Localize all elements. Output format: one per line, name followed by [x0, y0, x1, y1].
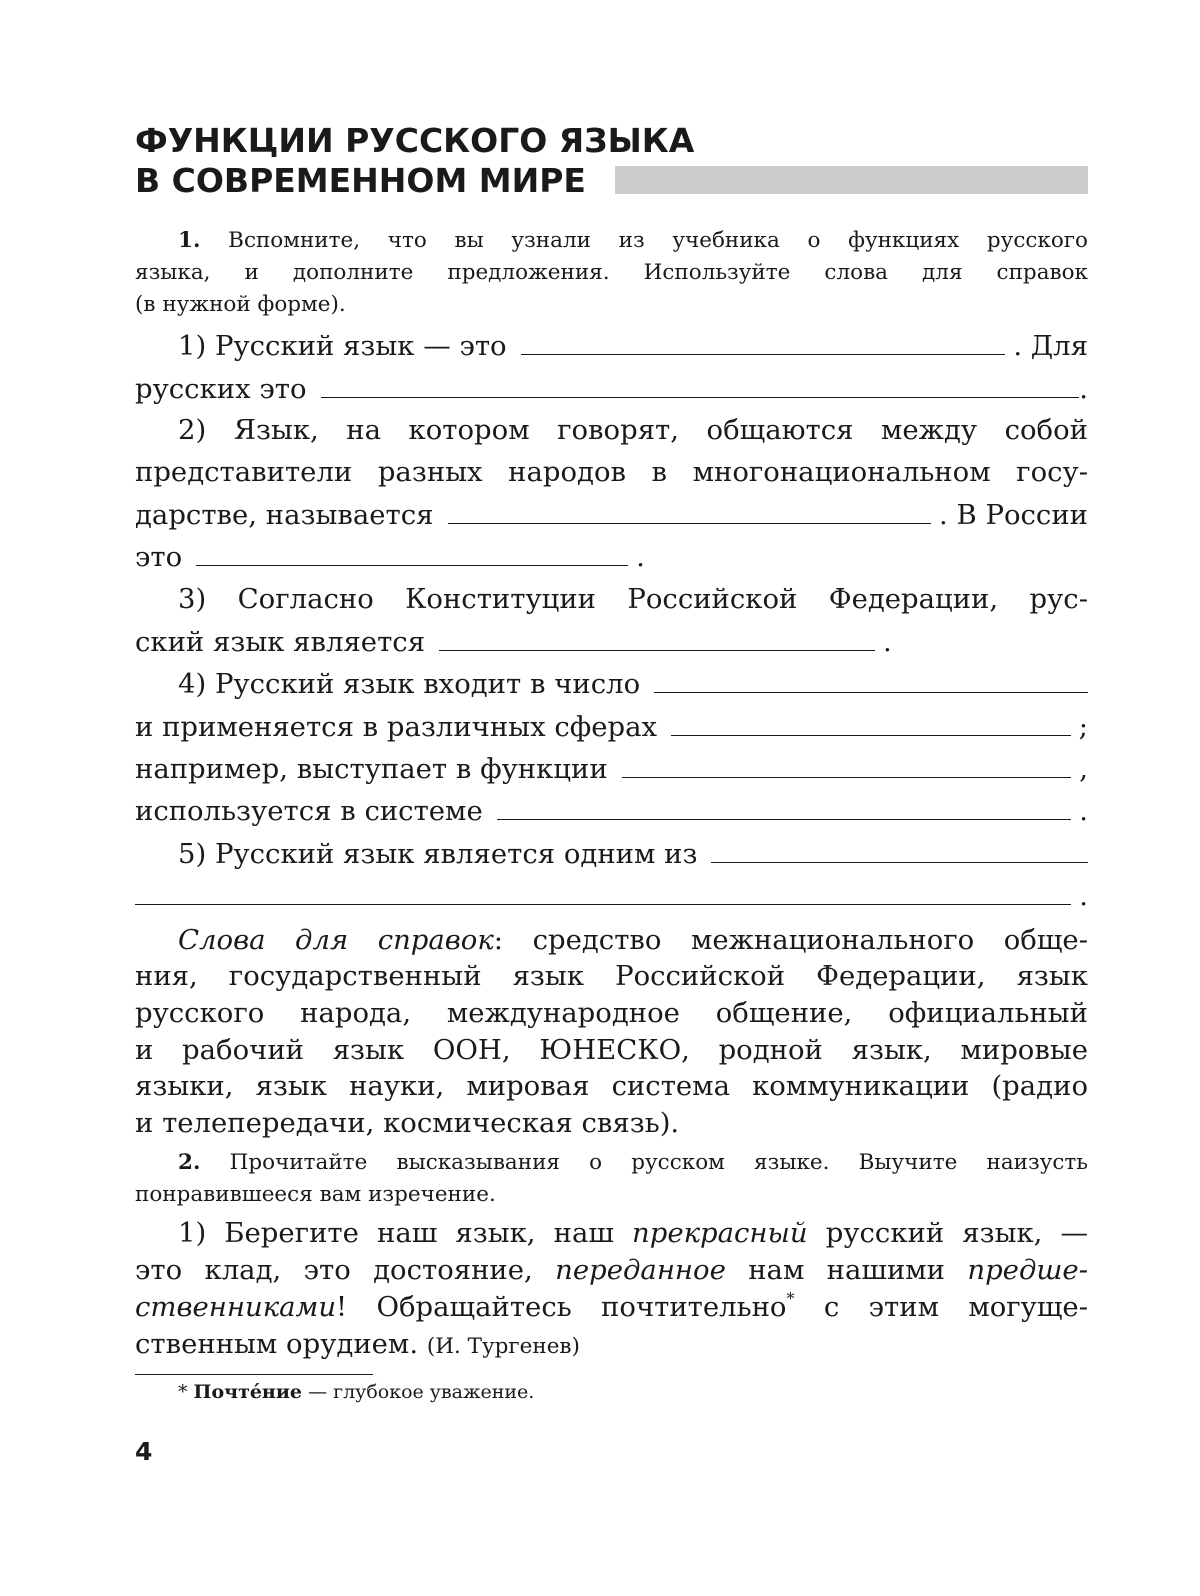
sentence-2-line-2: представители разных народов в многонациональном госу-	[135, 456, 1088, 488]
reference-words-line-2: ния, государственный язык Российской Федерации, язык	[135, 960, 1088, 992]
exercise-1-number: 1.	[178, 228, 201, 253]
exercise-2-number: 2.	[178, 1150, 201, 1175]
answer-blank-8[interactable]	[622, 755, 1072, 778]
exercise-2-instruction-line-1: 2. Прочитайте высказывания о русском языке. Выучите наизусть	[178, 1150, 1088, 1175]
page-number: 4	[135, 1437, 153, 1466]
reference-words-line-1: Слова для справок: средство межнационального обще-	[178, 924, 1088, 956]
answer-blank-3[interactable]	[448, 501, 932, 524]
exercise-1-instruction-line-1: 1. Вспомните, что вы узнали из учебника о функциях русского	[178, 228, 1088, 253]
reference-words-label: Слова для справок	[178, 924, 494, 956]
footnote-term: Почте́ние	[193, 1381, 303, 1403]
answer-blank-7[interactable]	[671, 713, 1071, 736]
reference-words-line-6: и телепередачи, космическая связь).	[135, 1107, 680, 1139]
quote-line-3: ственниками! Обращайтесь почтительно* с этим могуще-	[135, 1289, 1088, 1323]
answer-blank-6[interactable]	[654, 670, 1088, 693]
quote-line-4: ственным орудием. (И. Тургенев)	[135, 1328, 580, 1360]
title-decoration-bar	[615, 166, 1088, 194]
footnote-rule	[135, 1374, 373, 1375]
sentence-1-line-1: 1) Русский язык — это . Для	[178, 330, 1088, 362]
footnote: * Почте́ние — глубокое уважение.	[178, 1381, 535, 1403]
footnote-marker: *	[786, 1289, 795, 1308]
sentence-2-line-4: это .	[135, 541, 645, 573]
sentence-2-line-1: 2) Язык, на котором говорят, общаются между собой	[178, 414, 1088, 446]
sentence-4-line-2: и применяется в различных сферах ;	[135, 711, 1088, 743]
section-title-line-2: В СОВРЕМЕННОМ МИРЕ	[135, 161, 586, 200]
sentence-4-line-4: используется в системе .	[135, 795, 1088, 827]
section-title-line-1: ФУНКЦИИ РУССКОГО ЯЗЫКА	[135, 121, 695, 160]
quote-line-2: это клад, это достояние, переданное нам нашими предше-	[135, 1254, 1088, 1286]
sentence-2-line-3: дарстве, называется . В России	[135, 499, 1088, 531]
reference-words-line-4: и рабочий язык ООН, ЮНЕСКО, родной язык, мировые	[135, 1034, 1088, 1066]
sentence-3-line-1: 3) Согласно Конституции Российской Федерации, рус-	[178, 583, 1088, 615]
answer-blank-1[interactable]	[521, 332, 1006, 355]
sentence-4-line-3: например, выступает в функции ,	[135, 753, 1088, 785]
answer-blank-9[interactable]	[497, 797, 1072, 820]
sentence-3-line-2: ский язык является .	[135, 626, 892, 658]
answer-blank-5[interactable]	[439, 628, 875, 651]
sentence-4-line-1: 4) Русский язык входит в число	[135, 670, 1088, 699]
sentence-1-line-2: русских это .	[135, 373, 1088, 405]
quote-line-1: 1) Берегите наш язык, наш прекрасный русский язык, —	[178, 1217, 1088, 1249]
answer-blank-2[interactable]	[321, 375, 1080, 398]
exercise-1-instruction-line-2: языка, и дополните предложения. Используйте слова для справок	[135, 260, 1088, 285]
exercise-2-instruction-line-2: понравившееся вам изречение.	[135, 1182, 496, 1207]
sentence-5-line-2: .	[135, 882, 1088, 911]
answer-blank-11[interactable]	[135, 882, 1071, 905]
quote-author: (И. Тургенев)	[426, 1334, 580, 1359]
answer-blank-4[interactable]	[196, 543, 628, 566]
answer-blank-10[interactable]	[711, 840, 1088, 863]
exercise-1-instruction-line-3: (в нужной форме).	[135, 292, 346, 317]
reference-words-line-3: русского народа, международное общение, официальный	[135, 997, 1088, 1029]
reference-words-line-5: языки, язык науки, мировая система коммуникации (радио	[135, 1070, 1088, 1102]
sentence-5-line-1: 5) Русский язык является одним из	[135, 840, 1088, 869]
